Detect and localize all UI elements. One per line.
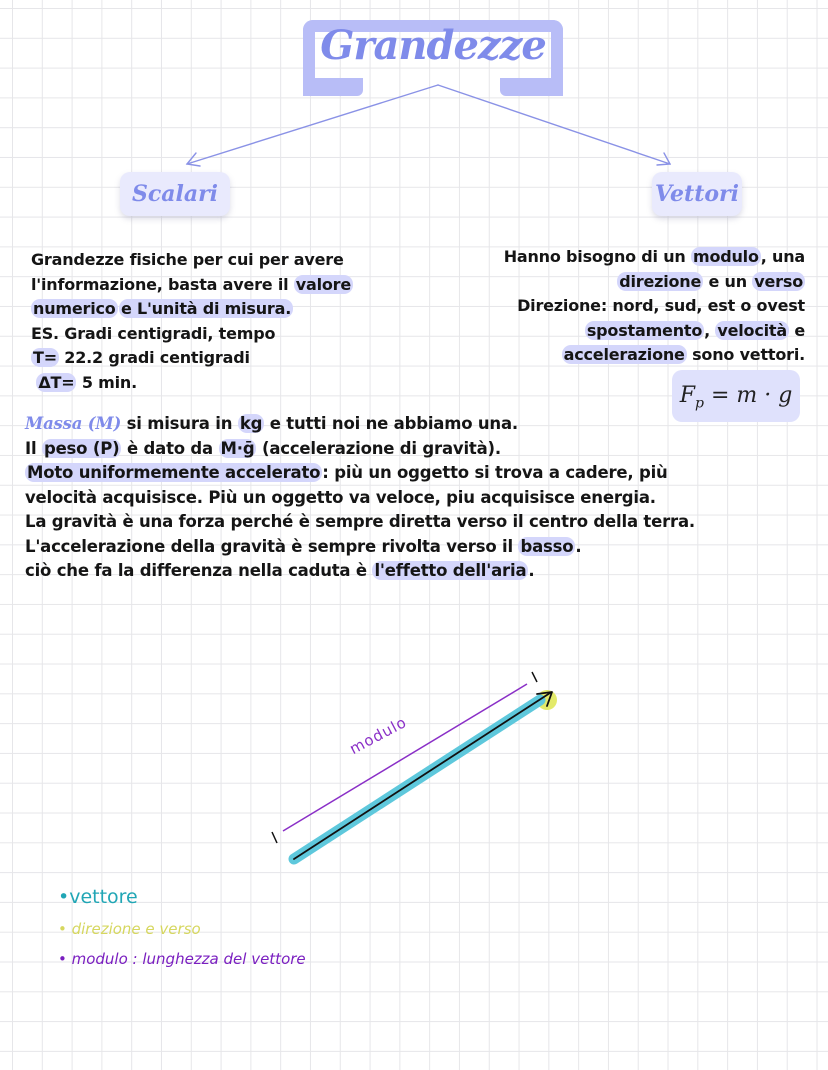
text-line: L'accelerazione della gravità è sempre rivolta verso il — [25, 536, 513, 556]
highlight: accelerazione — [563, 345, 685, 364]
highlight: valore — [295, 274, 352, 294]
text-line: e un — [708, 271, 747, 291]
highlight: ΔT= — [38, 372, 75, 392]
text-line: . — [528, 561, 535, 580]
highlight: kg — [239, 414, 263, 433]
text-line: , una — [760, 247, 805, 266]
formula-lhs: F — [679, 383, 695, 408]
modulo-line — [283, 684, 527, 831]
massa-label: Massa (M) — [25, 414, 122, 433]
highlight: verso — [754, 271, 803, 291]
text-line: : più un oggetto si trova a cadere, più — [322, 463, 668, 482]
highlight: M·ḡ — [220, 438, 255, 458]
vettori-tag: Vettori — [652, 172, 742, 216]
page-title: Grandezze — [320, 22, 546, 69]
text-line: sono vettori. — [692, 345, 805, 364]
highlight: numerico — [33, 299, 116, 318]
text-line: ES. Gradi centigradi, tempo — [31, 323, 276, 343]
text-line: velocità acquisisce. Più un oggetto va veloce, piu acquisisce energia. — [25, 487, 656, 507]
text-line: (accelerazione di gravità). — [261, 438, 501, 458]
text-line: 5 min. — [81, 372, 137, 392]
highlight: velocità — [717, 320, 787, 340]
text-line: Grandezze fisiche per cui per avere — [31, 250, 344, 269]
formula-rhs: = m · g — [710, 383, 793, 408]
text-line: e — [794, 320, 805, 340]
text-line: , — [704, 320, 711, 340]
text-line: e tutti noi ne abbiamo una. — [269, 414, 518, 433]
legend-item-modulo: • modulo : lunghezza del vettore — [58, 950, 306, 968]
legend-item-direzione: • direzione e verso — [58, 920, 201, 938]
text-line: . — [575, 536, 582, 556]
highlight: Moto uniformemente accelerato — [27, 463, 321, 482]
modulo-tick-end — [532, 672, 537, 682]
formula-subscript: p — [694, 395, 704, 412]
highlight: direzione — [619, 271, 702, 291]
text-line: ciò che fa la differenza nella caduta è — [25, 561, 367, 580]
text-line: l'informazione, basta avere il — [31, 274, 289, 294]
modulo-tick-start — [272, 832, 277, 843]
vector-line — [294, 693, 550, 859]
text-line: Il — [25, 438, 37, 458]
highlight: e L'unità di misura. — [120, 299, 292, 318]
scalari-tag: Scalari — [120, 172, 230, 216]
text-line: Hanno bisogno di un — [503, 247, 686, 266]
text-line: è dato da — [126, 438, 213, 458]
legend-item-vettore: •vettore — [58, 886, 138, 908]
text-line: si misura in — [126, 414, 233, 433]
text-line: Direzione: nord, sud, est o ovest — [517, 296, 805, 315]
highlight: spostamento — [586, 320, 703, 340]
highlight: T= — [33, 348, 57, 367]
text-line: La gravità è una forza perché è sempre diretta verso il centro della terra. — [25, 512, 695, 531]
highlight: basso — [520, 536, 574, 556]
text-line: 22.2 gradi centigradi — [64, 348, 250, 367]
modulo-label: modulo — [346, 712, 410, 758]
highlight: l'effetto dell'aria — [374, 561, 527, 580]
highlight: peso (P) — [43, 438, 120, 458]
highlight: modulo — [692, 247, 759, 266]
